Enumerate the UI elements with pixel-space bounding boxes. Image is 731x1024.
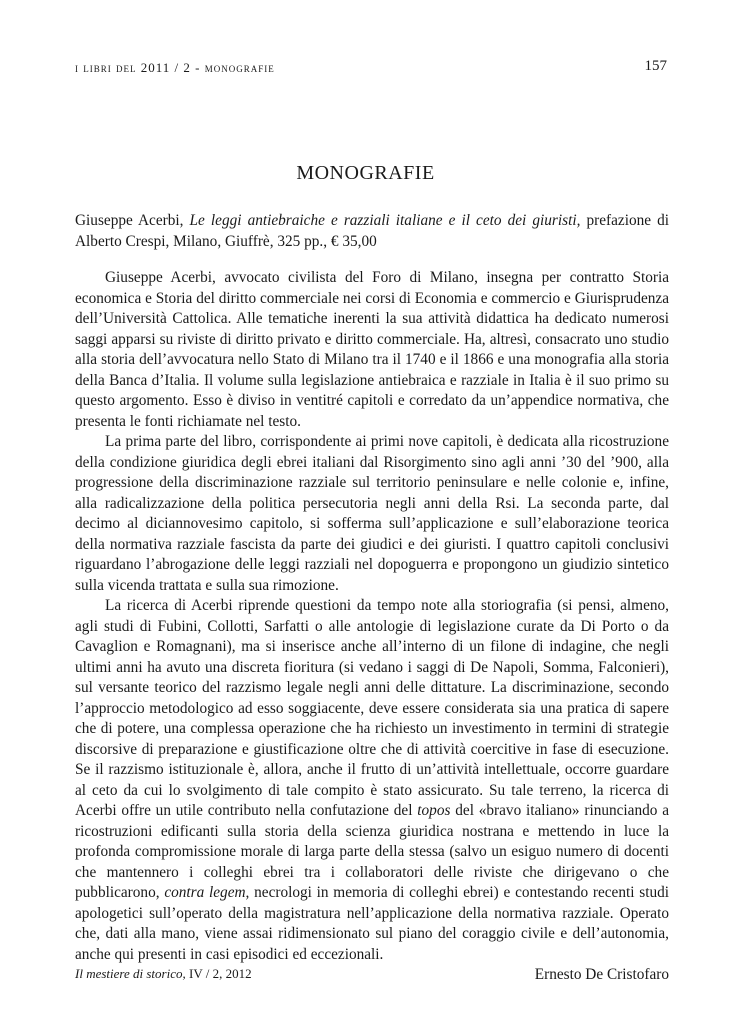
citation-title: Le leggi antiebraiche e razziali italiane e il ceto dei giuristi, [189, 212, 581, 229]
review-body [75, 268, 669, 986]
paragraph-3-part-a: La ricerca di Acerbi riprende questioni da tempo note alla storiografia (si pensi, almeno, agli studi di Fubini, Collotti, Sarfatti o alle antologie di legislazione curate da Di Porto o da Cavaglion e Romagnani), ma si inserisce anche all’interno di un filone di indagine, che negli ultimi anni ha avuto una discreta fioritura (si vedano i saggi di De Napoli, Somma, Falconieri), sul versante teorico del razzismo legale negli anni delle dittature. La discriminazione, secondo l’approccio metodologico ad esso soggiacente, deve essere considerata sia una pratica di sapere che di potere, una complessa operazione che ha richiesto un investimento in termini di strategie discorsive di preparazione e giustificazione oltre che di attività coercitive in fase di esecuzione. Se il razzismo istituzionale è, allora, anche il frutto di un’attività intellettuale, occorre guardare al ceto da cui lo svolgimento di tale compito è stato assicurato. Su tale terreno, la ricerca di Acerbi offre un utile contributo nella confutazione del [75, 597, 669, 819]
citation-author: Giuseppe Acerbi, [75, 212, 184, 229]
reviewer-signature: Ernesto De Cristofaro [534, 966, 669, 983]
contra-legem-term: contra legem, [164, 884, 250, 901]
paragraph-3-part-c: necrologi in memoria di colleghi ebrei) e contestando recenti studi apologetici sull’operato della magistratura nell’applicazione della normativa razziale. Operato che, dati alla mano, viene assai ridimensionato sul piano del coraggio civile e dell’autonomia, anche qui presenti in casi episodici ed eccezionali. [75, 884, 669, 963]
citation-details: prefazione di Alberto Crespi, Milano, Giuffrè, 325 pp., € 35,00 [75, 212, 669, 250]
topos-term: topos [417, 802, 451, 819]
journal-issue: IV / 2, 2012 [188, 966, 252, 981]
book-citation [75, 211, 669, 252]
page-number: 157 [644, 58, 667, 74]
paragraph-3 [75, 596, 669, 965]
paragraph-2: La prima parte del libro, corrispondente ai primi nove capitoli, è dedicata alla ricostruzione della condizione giuridica degli ebrei italiani dal Risorgimento sino agli anni ’30 del ’900, alla progressione della discriminazione razziale sul territorio peninsulare e nelle colonie e, infine, alla radicalizzazione della politica persecutoria negli anni della Rsi. La seconda parte, dal decimo al diciannovesimo capitolo, si sofferma sull’applicazione e sull’elaborazione teorica della normativa razziale fascista da parte dei giudici e dei giuristi. I quattro capitoli conclusivi riguardano l’abrogazione delle leggi razziali nel dopoguerra e propongono un giudizio sintetico sulla vicenda trattata e sulla sua rimozione. [75, 433, 669, 594]
paragraph-1: Giuseppe Acerbi, avvocato civilista del Foro di Milano, insegna per contratto Storia economica e Storia del diritto commerciale nei corsi di Economia e commercio e Giurisprudenza dell’Università Cattolica. Alle tematiche inerenti la sua attività didattica ha dedicato numerosi saggi apparsi su riviste di diritto privato e diritto commerciale. Ha, altresì, consacrato uno studio alla storia dell’avvocatura nello Stato di Milano tra il 1740 e il 1866 e una monografia alla storia della Banca d’Italia. Il volume sulla legislazione antiebraica e razziale in Italia è il suo primo su questo argomento. Esso è diviso in ventitré capitoli e corredato da un’appendice normativa, che presenta le fonti richiamate nel testo. [75, 269, 669, 430]
journal-name: Il mestiere di storico, [75, 966, 186, 981]
section-title: MONOGRAFIE [296, 162, 435, 184]
paragraph-3-part-b: del «bravo italiano» rinunciando a ricostruzioni edificanti sulla storia della scienza giuridica nostrana e mettendo in luce la profonda compromissione morale di larga parte della stessa (salvo un esiguo numero di docenti che mantennero i colleghi ebrei tra i collaboratori delle riviste che dirigevano o che pubblicarono, [75, 802, 670, 901]
journal-footer [75, 966, 252, 982]
running-head: i libri del 2011 / 2 - monografie [75, 60, 275, 75]
